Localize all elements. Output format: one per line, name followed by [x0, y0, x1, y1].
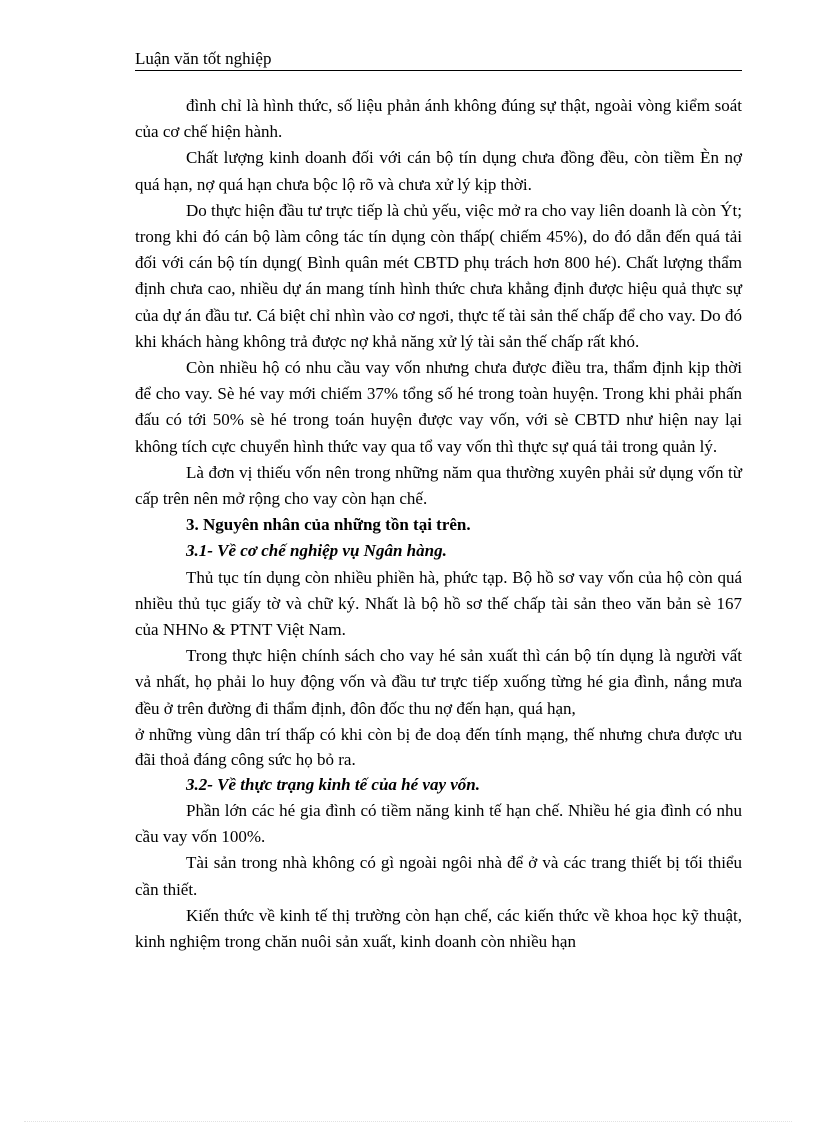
paragraph: Kiến thức về kinh tế thị trường còn hạn chế, các kiến thức về khoa học kỹ thuật, kinh nghiệm trong chăn nuôi sản xuất, kinh doanh còn nhiều hạn: [135, 905, 742, 952]
subsection-heading: 3.2- Về thực trạng kinh tế của hé vay vốn.: [186, 774, 480, 794]
paragraph-continuation: ở những vùng dân trí thấp có khi còn bị đe doạ đến tính mạng, thế nhưng chưa được ưu đãi thoả đáng công sức họ bỏ ra.: [135, 724, 742, 769]
paragraph: Trong thực hiện chính sách cho vay hé sản xuất thì cán bộ tín dụng là người vất vả nhất, họ phải lo huy động vốn và đầu tư trực tiếp xuống từng hé gia đình, nắng mưa đều ở trên đường đi thẩm định, đôn đốc thu nợ đến hạn, quá hạn,: [135, 646, 742, 718]
section-heading: 3. Nguyên nhân của những tồn tại trên.: [186, 515, 471, 535]
page-header-title: Luận văn tốt nghiệp: [135, 49, 742, 71]
page-bottom-divider: [24, 1121, 792, 1122]
paragraph: Phần lớn các hé gia đình có tiềm năng kinh tế hạn chế. Nhiều hé gia đình có nhu cầu vay vốn 100%.: [135, 801, 742, 847]
paragraph: Là đơn vị thiếu vốn nên trong những năm qua thường xuyên phải sử dụng vốn từ cấp trên nên mở rộng cho vay còn hạn chế.: [135, 462, 742, 509]
document-body: [135, 93, 742, 955]
paragraph: đình chỉ là hình thức, số liệu phản ánh không đúng sự thật, ngoài vòng kiểm soát của cơ chế hiện hành.: [135, 96, 742, 142]
paragraph: Thủ tục tín dụng còn nhiều phiền hà, phức tạp. Bộ hồ sơ vay vốn của hộ còn quá nhiều thủ tục giấy tờ và chữ ký. Nhất là bộ hồ sơ thế chấp tài sản theo văn bản sè 167 của NHNo & PTNT Việt Nam.: [135, 567, 742, 640]
subsection-heading: 3.1- Về cơ chế nghiệp vụ Ngân hàng.: [186, 541, 447, 561]
paragraph: Do thực hiện đầu tư trực tiếp là chủ yếu, việc mở ra cho vay liên doanh là còn Ýt; trong khi đó cán bộ làm công tác tín dụng còn thấp( chiếm 45%), do đó dẫn đến quá tải đối với cán bộ tín dụng( Bình quân mét CBTD phụ trách hơn 800 hé). Chất lượng thẩm định chưa cao, nhiều dự án mang tính hình thức chưa khẳng định được hiệu quả thực sự của dự án đầu tư. Cá biệt chỉ nhìn vào cơ ngơi, thực tế tài sản thế chấp để cho vay. Do đó khi khách hàng không trả được nợ khả năng xử lý tài sản thế chấp rất khó.: [135, 200, 742, 351]
paragraph: Còn nhiều hộ có nhu cầu vay vốn nhưng chưa được điều tra, thẩm định kịp thời để cho vay. Sè hé vay mới chiếm 37% tổng số hé trong toàn huyện. Trong khi phải phấn đấu có tới 50% sè hé trong toán huyện được vay vốn, với sè CBTD như hiện nay lại không tích cực chuyển hình thức vay qua tổ vay vốn thì thực sự quá tải trong quản lý.: [135, 358, 742, 456]
paragraph: Tài sản trong nhà không có gì ngoài ngôi nhà để ở và các trang thiết bị tối thiểu cần thiết.: [135, 853, 742, 899]
paragraph: Chất lượng kinh doanh đối với cán bộ tín dụng chưa đồng đều, còn tiềm Èn nợ quá hạn, nợ quá hạn chưa bộc lộ rõ và chưa xử lý kịp thời.: [135, 148, 742, 194]
